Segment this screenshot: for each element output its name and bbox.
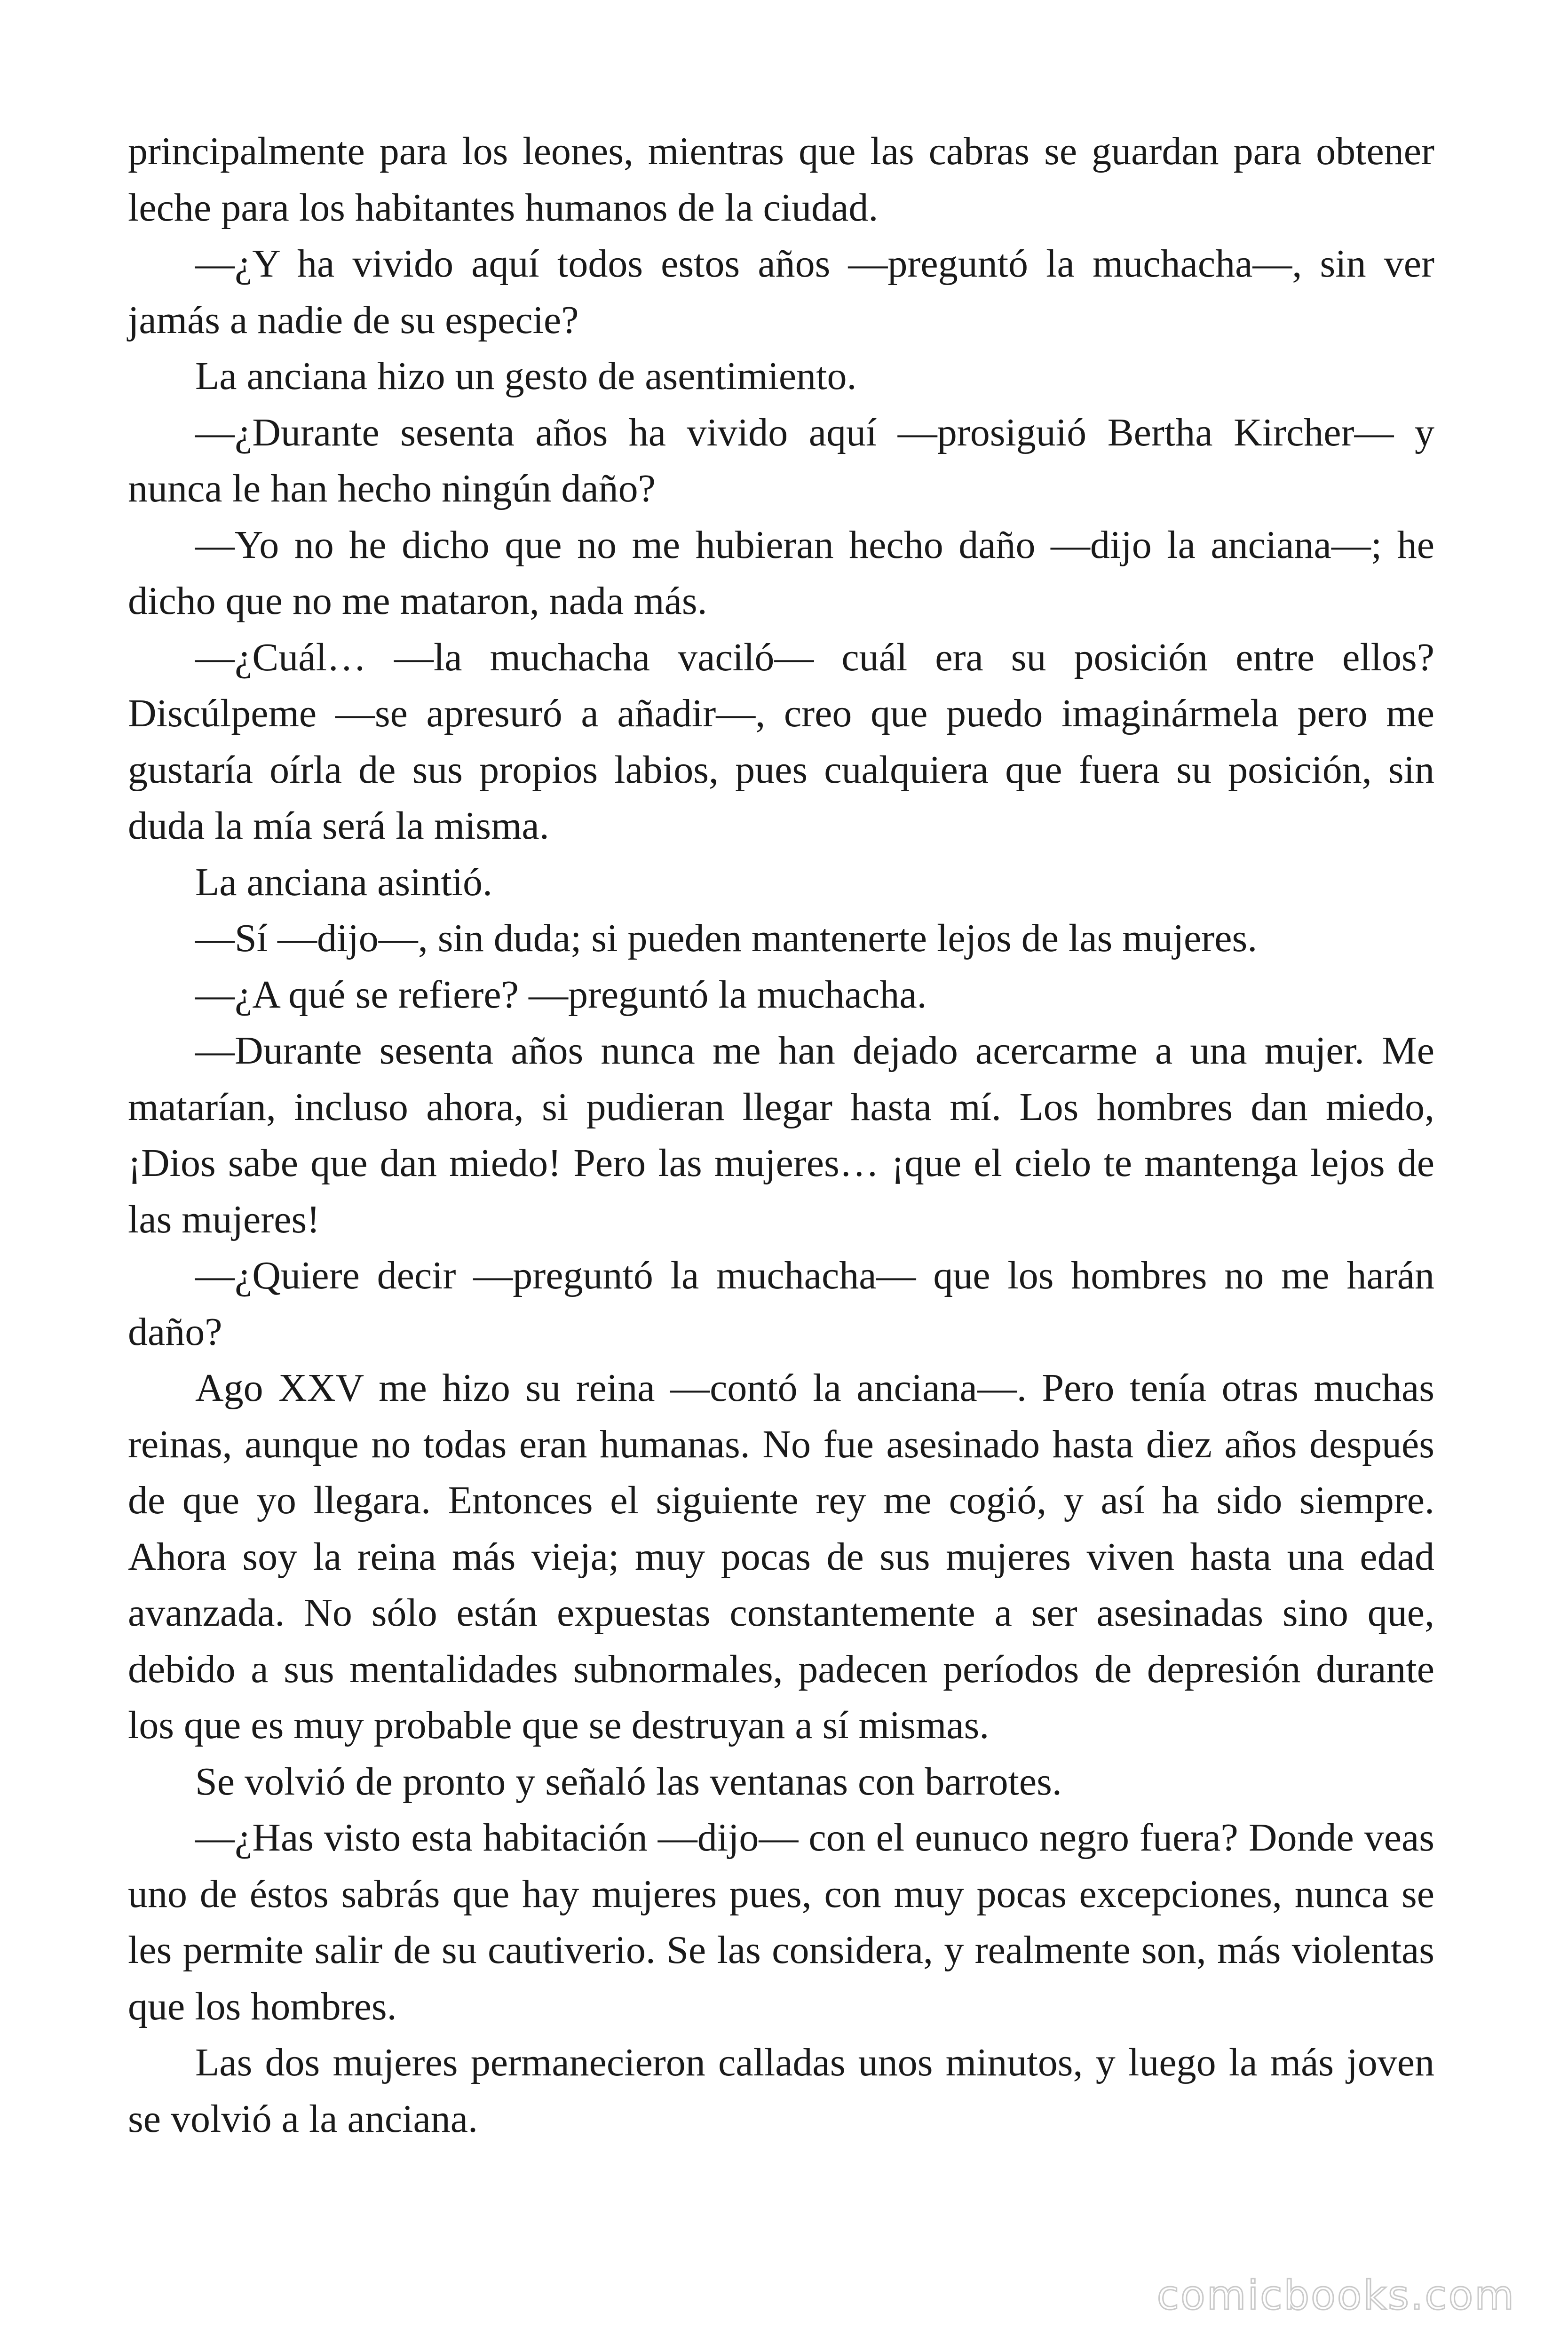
paragraph: —¿Has visto esta habitación —dijo— con el eunuco negro fuera? Donde veas uno de éstos sabrás que hay mujeres pues, con muy pocas excepciones, nunca se les permite salir de su cautiverio. Se las considera, y realmente son, más violentas que los hombres. bbox=[128, 1816, 1434, 2028]
paragraph: —¿Cuál… —la muchacha vaciló— cuál era su posición entre ellos? Discúlpeme —se apresuró a añadir—, creo que puedo imaginármela pero me gustaría oírla de sus propios labios, pues cualquiera que fuera su posición, sin duda la mía será la misma. bbox=[128, 635, 1434, 848]
paragraph: —Durante sesenta años nunca me han dejado acercarme a una mujer. Me matarían, incluso ahora, si pudieran llegar hasta mí. Los hombres dan miedo, ¡Dios sabe que dan miedo! Pero las mujeres… ¡que el cielo te mantenga lejos de las mujeres! bbox=[128, 1029, 1434, 1241]
paragraph: Las dos mujeres permanecieron calladas unos minutos, y luego la más joven se volvió a la anciana. bbox=[128, 2041, 1434, 2141]
paragraph: —¿Quiere decir —preguntó la muchacha— que los hombres no me harán daño? bbox=[128, 1254, 1434, 1354]
paragraph: Se volvió de pronto y señaló las ventanas con barrotes. bbox=[195, 1759, 1062, 1804]
paragraph: —Sí —dijo—, sin duda; si pueden mantenerte lejos de las mujeres. bbox=[195, 916, 1258, 960]
paragraph: La anciana asintió. bbox=[195, 860, 493, 904]
paragraph: —¿A qué se refiere? —preguntó la muchacha. bbox=[195, 972, 927, 1017]
paragraph: La anciana hizo un gesto de asentimiento. bbox=[195, 354, 857, 398]
paragraph: Ago XXV me hizo su reina —contó la anciana—. Pero tenía otras muchas reinas, aunque no todas eran humanas. No fue asesinado hasta diez años después de que yo llegara. Entonces el siguiente rey me cogió, y así ha sido siempre. Ahora soy la reina más vieja; muy pocas de sus mujeres viven hasta una edad avanzada. No sólo están expuestas constantemente a ser asesinadas sino que, debido a sus mentalidades subnormales, padecen períodos de depresión durante los que es muy probable que se destruyan a sí mismas. bbox=[128, 1366, 1434, 1747]
paragraph: principalmente para los leones, mientras que las cabras se guardan para obtener leche para los habitantes humanos de la ciudad. bbox=[128, 129, 1434, 230]
watermark: comicbooks.com bbox=[1156, 2272, 1515, 2319]
paragraph: —¿Y ha vivido aquí todos estos años —preguntó la muchacha—, sin ver jamás a nadie de su especie? bbox=[128, 242, 1434, 342]
paragraph: —Yo no he dicho que no me hubieran hecho daño —dijo la anciana—; he dicho que no me mataron, nada más. bbox=[128, 523, 1434, 623]
paragraph: —¿Durante sesenta años ha vivido aquí —prosiguió Bertha Kircher— y nunca le han hecho ningún daño? bbox=[128, 410, 1434, 510]
page-body bbox=[128, 123, 1434, 2147]
